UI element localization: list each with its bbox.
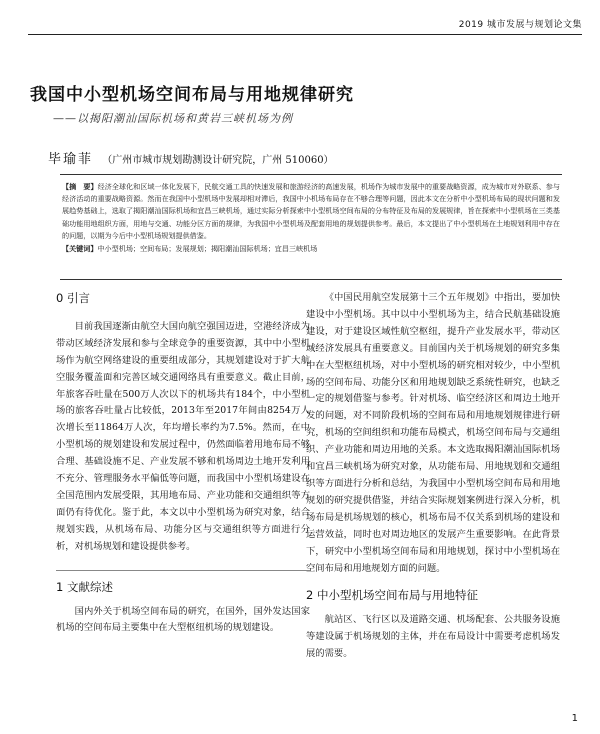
section-2-paragraph: 航站区、飞行区以及道路交通、机场配套、公共服务设施等建设属于机场规划的主体，并在布局设计中需要考虑机场发展的需要。 — [306, 614, 560, 660]
keywords-text: 中小型机场；空间布局；发展规划；揭阳潮汕国际机场；宜昌三峡机场 — [97, 244, 318, 254]
right-column — [306, 290, 560, 663]
running-head: 2019 城市发展与规划论文集 — [458, 20, 582, 30]
paper-subtitle: ——以揭阳潮汕国际机场和黄岩三峡机场为例 — [53, 112, 293, 125]
abstract-text: 经济全球化和区域一体化发展下，民航交通工具的快速发展和旅游经济的高速发展，机场作为城市发展中的重要战略资源，成为城市对外联系、参与经济活动的重要战略资源。然而在我国中小型机场中发展却相对滞后，我国中小机场布局存在不够合理等问题，因此本文在分析中小型机场布局的现状问题和发展趋势基础上，选取了揭阳潮汕国际机场和宜昌三峡机场，通过实际分析探索中小型机场空间布局的分布特征及布局的发展规律，旨在探索中小型机场在三类基础功能用地组织方面，用地与交通、功能分区方面的规律，为我国中小型机场及配套用地的规划提供参考。最后，本文提出了中小型机场在土地规划利用中存在的问题，以期为今后中小型机场规划提供借鉴。 — [62, 182, 561, 240]
paper-title: 我国中小型机场空间布局与用地规律研究 — [30, 85, 354, 105]
author-affiliation: （广州市城市规划勘测设计研究院，广州 510060） — [102, 155, 334, 166]
abstract-label: 【摘 要】 — [62, 182, 98, 191]
abstract-box — [60, 174, 562, 280]
keywords-label: 【关键词】 — [62, 244, 98, 254]
abstract — [62, 181, 560, 242]
author-name: 毕瑜菲 — [48, 152, 94, 167]
page-header — [28, 8, 582, 35]
section-heading-intro: 0 引言 — [56, 291, 90, 305]
left-column — [56, 290, 310, 637]
section-heading-2: 2 中小型机场空间布局与用地特征 — [306, 588, 478, 603]
author-line — [48, 148, 334, 167]
page-number: 1 — [571, 713, 578, 724]
right-paragraph-1: 《中国民用航空发展第十三个五年规划》中指出，要加快建设中小型机场。其中以中小型机场为主，结合民航基础设施建设，对于建设区域性航空枢纽，提升产业发展水平，带动区域经济发展具有重要意义。目前国内关于机场规划的研究多集中在大型枢纽机场，对中小型机场的研究相对较少，中小型机场的空间布局、功能分区和用地规划缺乏系统性研究，也缺乏一定的规划借鉴与参考。针对机场、临空经济区和周边土地开发的问题，对不同阶段机场的空间布局和用地规划规律进行研究，机场的空间组织和功能布局模式，机场空间布局与交通组织、产业功能和周边用地的关系。本文选取揭阳潮汕国际机场和宜昌三峡机场为研究对象，从功能布局、用地规划和交通组织等方面进行分析和总结，为我国中小型机场空间布局和用地规划的研究提供借鉴，并结合实际规划案例进行深入分析，机场布局是机场规划的核心，机场布局不仅关系到机场的建设和运营效益，同时也对周边地区的发展产生重要影响。在此背景下，研究中小型机场空间布局和用地规划，探讨中小型机场在空间布局和用地规划方面的问题。 — [306, 292, 560, 574]
keywords — [62, 243, 560, 255]
intro-paragraph: 目前我国逐渐由航空大国向航空强国迈进，空港经济成为带动区域经济发展和参与全球竞争的重要资源，其中中小型机场作为航空网络建设的重要组成部分，其规划建设对于扩大航空服务覆盖面和完善区域交通网络具有重要意义。截止目前，年旅客吞吐量在500万人次以下的机场共有184个，中小型机场的旅客吞吐量占比较低，2013年至2017年间由8254万人次增长至11864万人次，年均增长率约为7.5%。然而，在中小型机场的规划建设和发展过程中，仍然面临着用地布局不够合理、基础设施不足、产业发展不够和机场周边土地开发利用不充分、管理服务水平偏低等问题，而我国中小型机场建设在全国范围内发展受限，其用地布局、产业功能和交通组织等方面仍有待优化。鉴于此，本文以中小型机场为研究对象，结合规划实践，从机场布局、功能分区与交通组织等方面进行分析，对机场规划和建设提供参考。 — [56, 320, 310, 552]
section-heading-literature: 1 文献综述 — [56, 570, 310, 596]
literature-paragraph: 国内外关于机场空间布局的研究，在国外，国外发达国家机场的空间布局主要集中在大型枢纽机场的规划建设。 — [56, 605, 310, 634]
